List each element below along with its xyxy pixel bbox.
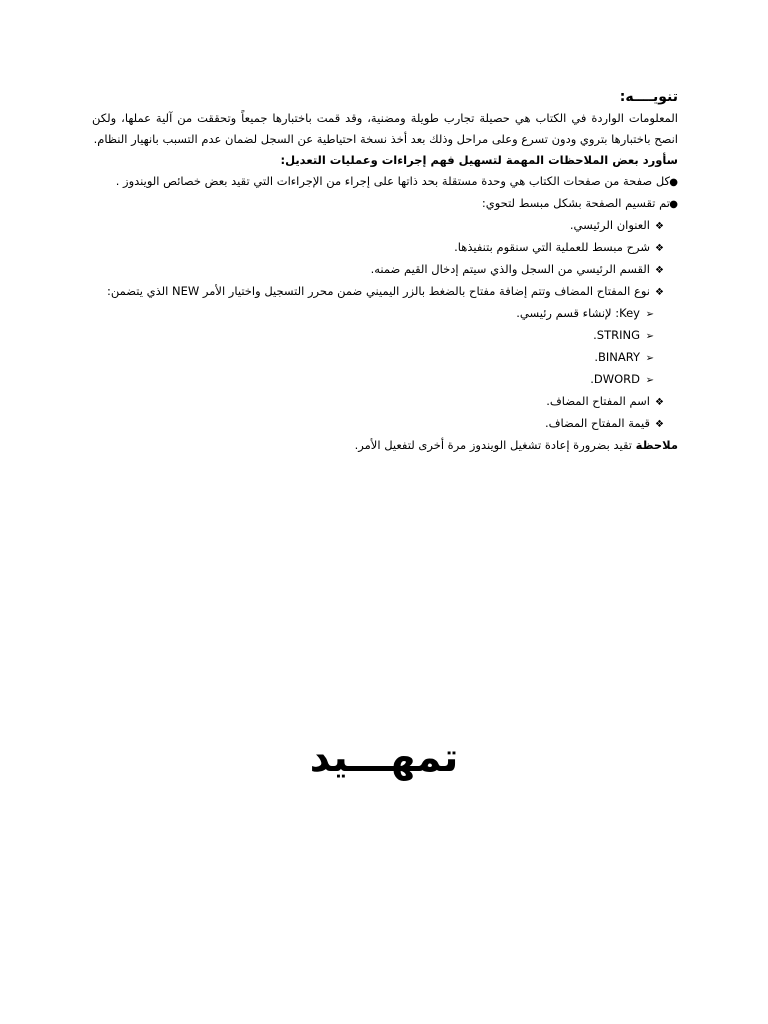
notes-intro-line: سأورد بعض الملاحظات المهمة لتسهيل فهم إجراءات وعمليات التعديل:	[280, 153, 678, 167]
arrow-bullet-icon: ➢	[645, 353, 654, 364]
list-item-text: اسم المفتاح المضاف.	[546, 394, 650, 408]
list-item-key-type	[92, 281, 664, 303]
type-item-binary	[92, 347, 654, 369]
type-item-dword	[92, 369, 654, 391]
notice-paragraph: المعلومات الواردة في الكتاب هي حصيلة تجارب طويلة ومضنية، وقد قمت باختبارها جميعاً وتحققت من آلية عملها، ولكن انصح باختبارها بتروي ودون تسرع وعلى مراحل وذلك بعد أخذ نسخة احتياطية عن السجل لضمان عدم التسبب بانهيار النظام.	[92, 111, 678, 146]
list-item-text: العنوان الرئيسي.	[569, 218, 650, 232]
diamond-bullet-icon: ❖	[655, 221, 664, 232]
diamond-bullet-icon: ❖	[655, 265, 664, 276]
type-text: .BINARY	[594, 350, 640, 364]
list-item-text: نوع المفتاح المضاف وتتم إضافة مفتاح بالضغط بالزر اليميني ضمن محرر التسجيل واختيار الأمر NEW الذي يتضمن:	[107, 284, 650, 298]
note-text: تقيد بضرورة إعادة تشغيل الويندوز مرة أخرى لتفعيل الأمر.	[354, 438, 636, 452]
list-item-explanation	[92, 237, 664, 259]
diamond-bullet-icon: ❖	[655, 419, 664, 430]
list-item-text: شرح مبسط للعملية التي سنقوم بتنفيذها.	[454, 240, 650, 254]
intro-title: تمهـــيد	[309, 735, 459, 781]
notice-heading: تنويــــه:	[619, 89, 678, 105]
arrow-bullet-icon: ➢	[645, 309, 654, 320]
list-item-key-value	[92, 413, 664, 435]
list-item-text: قيمة المفتاح المضاف.	[544, 416, 650, 430]
note-label: ملاحظة	[635, 438, 678, 452]
diamond-bullet-icon: ❖	[655, 287, 664, 298]
type-text: Key: لإنشاء قسم رئيسي.	[516, 306, 640, 320]
type-text: .STRING	[593, 328, 640, 342]
note-line	[92, 435, 678, 456]
bullet-item	[92, 193, 678, 215]
bullet-icon: ●	[669, 177, 678, 188]
bullet-icon: ●	[669, 199, 678, 210]
arrow-bullet-icon: ➢	[645, 331, 654, 342]
bullet-text: كل صفحة من صفحات الكتاب هي وحدة مستقلة بحد ذاتها على إجراء من الإجراءات التي تقيد بعض خصائص الويندوز .	[115, 174, 670, 188]
type-item-key	[92, 303, 654, 325]
arrow-bullet-icon: ➢	[645, 375, 654, 386]
list-item-text: القسم الرئيسي من السجل والذي سيتم إدخال القيم ضمنه.	[370, 262, 650, 276]
bullet-item	[92, 171, 678, 193]
diamond-bullet-icon: ❖	[655, 397, 664, 408]
type-item-string	[92, 325, 654, 347]
list-item-title	[92, 215, 664, 237]
type-text: .DWORD	[590, 372, 640, 386]
diamond-bullet-icon: ❖	[655, 243, 664, 254]
bullet-text: تم تقسيم الصفحة بشكل مبسط لتحوي:	[481, 196, 670, 210]
list-item-section	[92, 259, 664, 281]
list-item-key-name	[92, 391, 664, 413]
notice-section	[92, 86, 678, 456]
